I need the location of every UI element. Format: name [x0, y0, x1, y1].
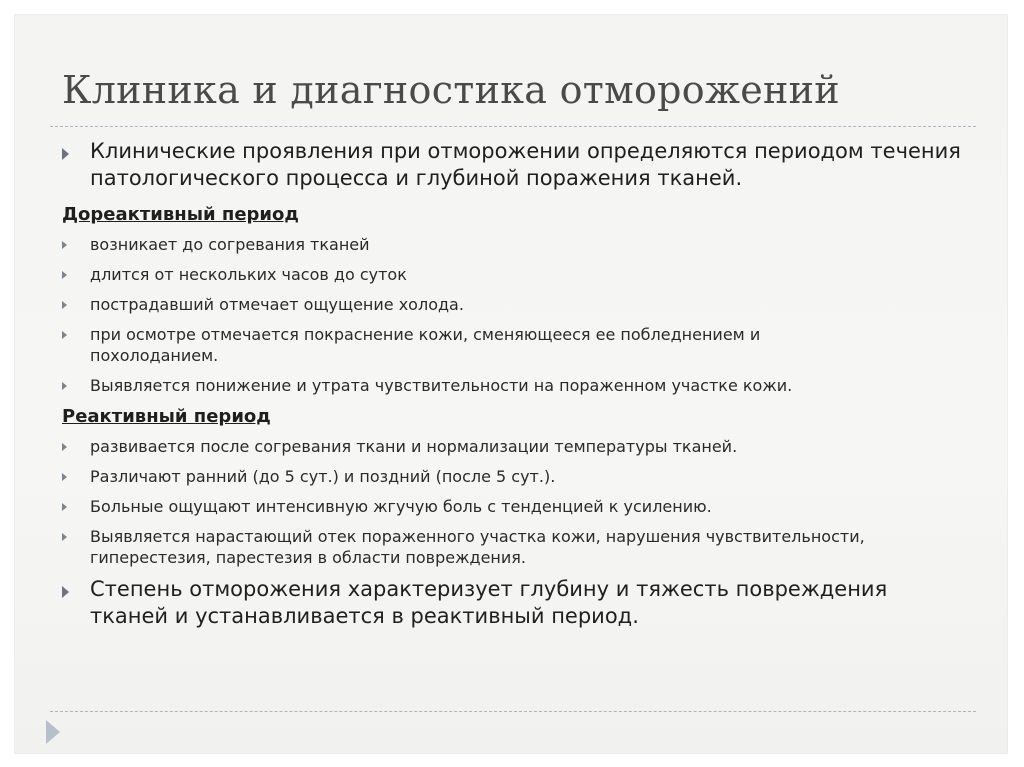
conclusion-bullet	[58, 576, 978, 630]
list-item	[58, 526, 978, 568]
list-item	[58, 496, 978, 517]
triangle-right-icon	[62, 382, 67, 390]
list-item	[58, 234, 978, 255]
conclusion-text: Степень отморожения характеризует глубину и тяжесть повреждения тканей и устанавливается в реактивный период.	[90, 577, 888, 628]
list-item-text: Больные ощущают интенсивную жгучую боль с тенденцией к усилению.	[90, 497, 712, 516]
triangle-right-icon	[62, 331, 67, 339]
list-item-text: пострадавший отмечает ощущение холода.	[90, 295, 464, 314]
reactive-heading: Реактивный период	[62, 406, 271, 427]
list-item	[58, 324, 978, 366]
next-slide-icon[interactable]	[46, 720, 60, 744]
triangle-right-icon	[62, 271, 67, 279]
triangle-right-icon	[62, 503, 67, 511]
list-item	[58, 375, 978, 396]
title-divider	[50, 126, 976, 127]
list-item	[58, 294, 978, 315]
triangle-right-icon	[62, 148, 69, 160]
triangle-right-icon	[62, 443, 67, 451]
list-item-text: возникает до согревания тканей	[90, 235, 370, 254]
list-item	[58, 466, 978, 487]
list-item	[58, 264, 978, 285]
list-item-text: развивается после согревания ткани и нормализации температуры тканей.	[90, 437, 738, 456]
triangle-right-icon	[62, 586, 69, 598]
intro-bullet	[58, 138, 978, 192]
list-item-text: при осмотре отмечается покраснение кожи, сменяющееся ее побледнением и похолоданием.	[90, 325, 761, 365]
slide-content	[58, 138, 978, 630]
intro-text: Клинические проявления при отморожении определяются периодом течения патологического процесса и глубиной поражения тканей.	[90, 139, 961, 190]
triangle-right-icon	[62, 241, 67, 249]
footer-divider	[50, 711, 976, 712]
prereactive-heading: Дореактивный период	[62, 204, 299, 225]
list-item-text: Различают ранний (до 5 сут.) и поздний (после 5 сут.).	[90, 467, 556, 486]
list-item-text: длится от нескольких часов до суток	[90, 265, 407, 284]
list-item	[58, 436, 978, 457]
triangle-right-icon	[62, 533, 67, 541]
list-item-text: Выявляется нарастающий отек пораженного участка кожи, нарушения чувствительности, гиперестезия, парестезия в области повреждения.	[90, 527, 865, 567]
list-item-text: Выявляется понижение и утрата чувствительности на пораженном участке кожи.	[90, 376, 793, 395]
triangle-right-icon	[62, 301, 67, 309]
slide-title: Клиника и диагностика отморожений	[62, 68, 840, 112]
triangle-right-icon	[62, 473, 67, 481]
